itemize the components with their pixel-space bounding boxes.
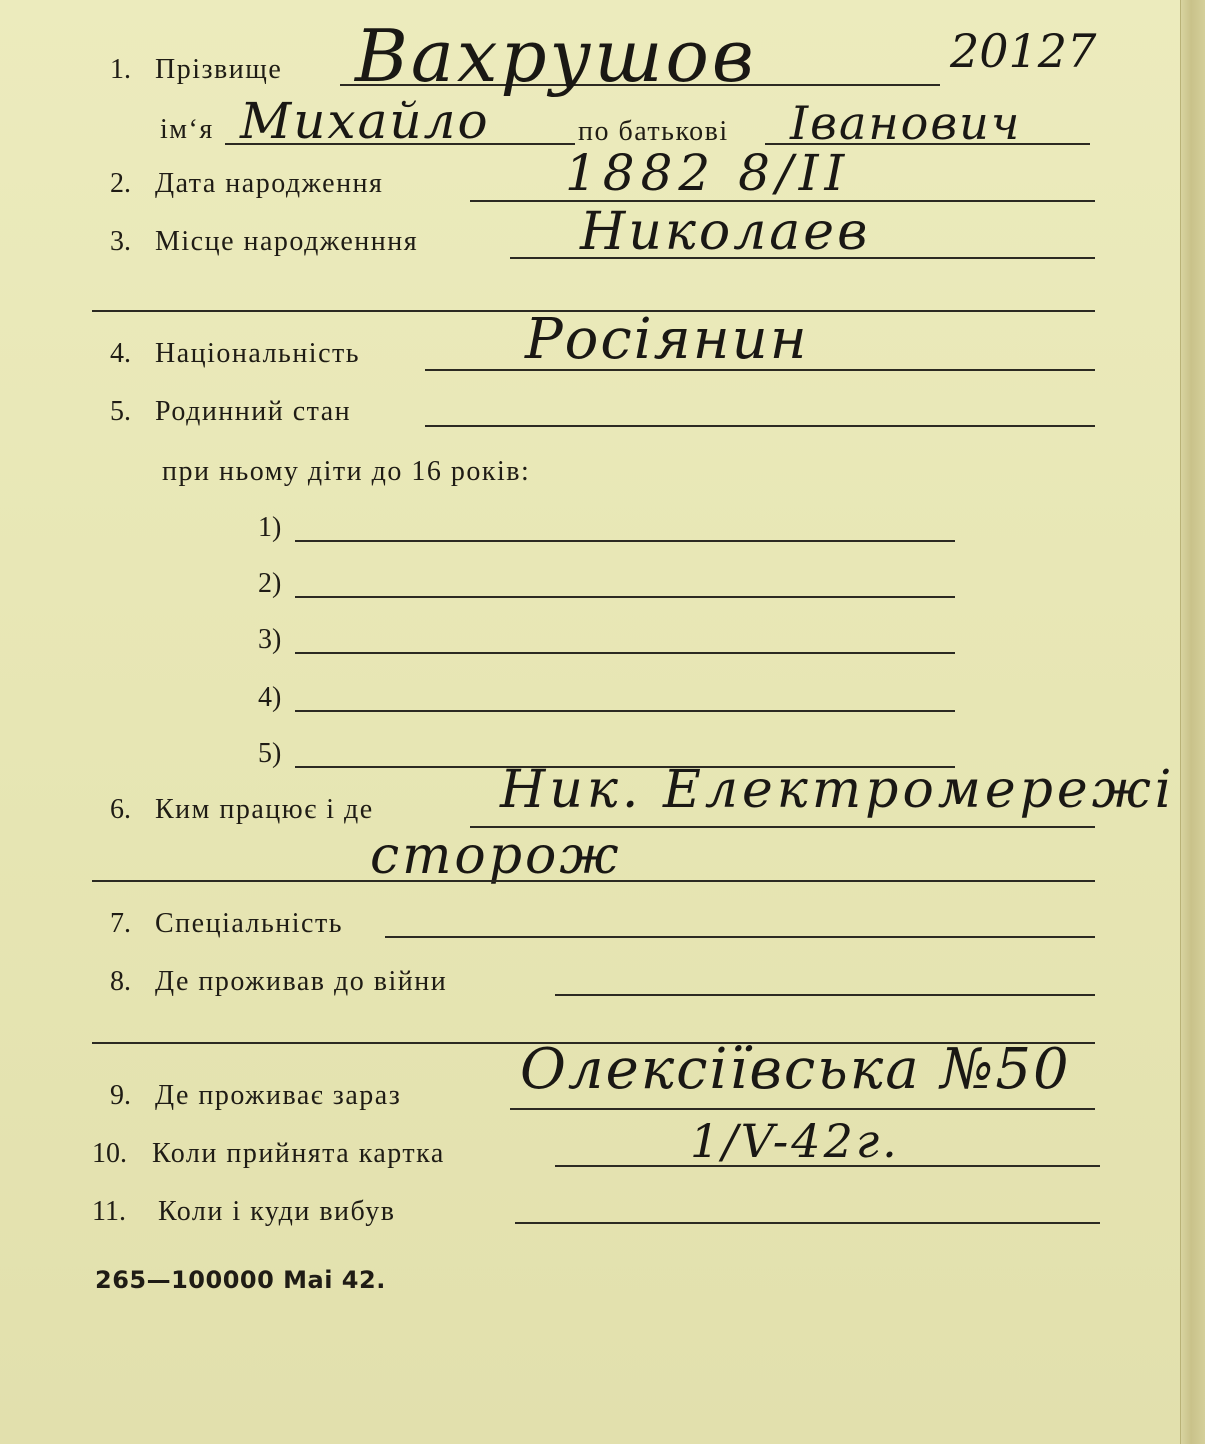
card-number-handwritten: 20127 [950, 24, 1097, 78]
child-2-line [295, 596, 955, 598]
card-edge [1180, 0, 1205, 1444]
work-handwritten-1: Ник. Електромережі [500, 760, 1176, 820]
nationality-handwritten: Росіянин [525, 307, 809, 372]
birth-date-label: Дата народження [155, 168, 384, 199]
field-7-number: 7. [110, 908, 131, 939]
surname-handwritten: Вахрушов [355, 14, 757, 98]
field-5-number: 5. [110, 396, 131, 427]
field-11-number: 11. [92, 1196, 126, 1227]
work-line-2 [92, 880, 1095, 882]
field-6-number: 6. [110, 794, 131, 825]
field-1-number: 1. [110, 54, 131, 85]
child-4-number: 4) [258, 682, 282, 713]
field-10-number: 10. [92, 1138, 127, 1169]
marital-status-line [425, 425, 1095, 427]
child-5-number: 5) [258, 738, 282, 769]
child-2-number: 2) [258, 568, 282, 599]
field-4-number: 4. [110, 338, 131, 369]
prewar-address-label: Де проживав до війни [155, 966, 448, 997]
birth-date-handwritten: 1882 8/ІІ [565, 144, 851, 202]
work-label: Ким працює і де [155, 794, 374, 825]
field-8-number: 8. [110, 966, 131, 997]
birth-place-label: Місце народженння [155, 226, 419, 257]
departure-label: Коли і куди вибув [158, 1196, 396, 1227]
birth-place-handwritten: Николаев [580, 202, 871, 262]
child-3-line [295, 652, 955, 654]
nationality-label: Національність [155, 338, 361, 369]
surname-label: Прізвище [155, 54, 283, 85]
field-3-number: 3. [110, 226, 131, 257]
current-address-handwritten: Олексіївська №50 [520, 1037, 1071, 1102]
field-2-number: 2. [110, 168, 131, 199]
children-label: при ньому діти до 16 років: [162, 456, 531, 487]
child-1-line [295, 540, 955, 542]
patronymic-label: по батькові [578, 116, 729, 147]
card-date-handwritten: 1/V-42г. [690, 1114, 900, 1168]
card-date-label: Коли прийнята картка [152, 1138, 445, 1169]
specialty-line [385, 936, 1095, 938]
work-handwritten-2: сторож [370, 826, 622, 886]
child-3-number: 3) [258, 624, 282, 655]
print-info: 265—100000 Mai 42. [95, 1266, 386, 1294]
first-name-label: ім‘я [160, 114, 214, 145]
first-name-handwritten: Михайло [240, 92, 490, 150]
current-address-label: Де проживає зараз [155, 1080, 402, 1111]
child-1-number: 1) [258, 512, 282, 543]
departure-line [515, 1222, 1100, 1224]
patronymic-handwritten: Іванович [790, 96, 1022, 150]
child-4-line [295, 710, 955, 712]
current-address-line [510, 1108, 1095, 1110]
marital-status-label: Родинний стан [155, 396, 352, 427]
prewar-address-line [555, 994, 1095, 996]
specialty-label: Спеціальність [155, 908, 343, 939]
field-9-number: 9. [110, 1080, 131, 1111]
